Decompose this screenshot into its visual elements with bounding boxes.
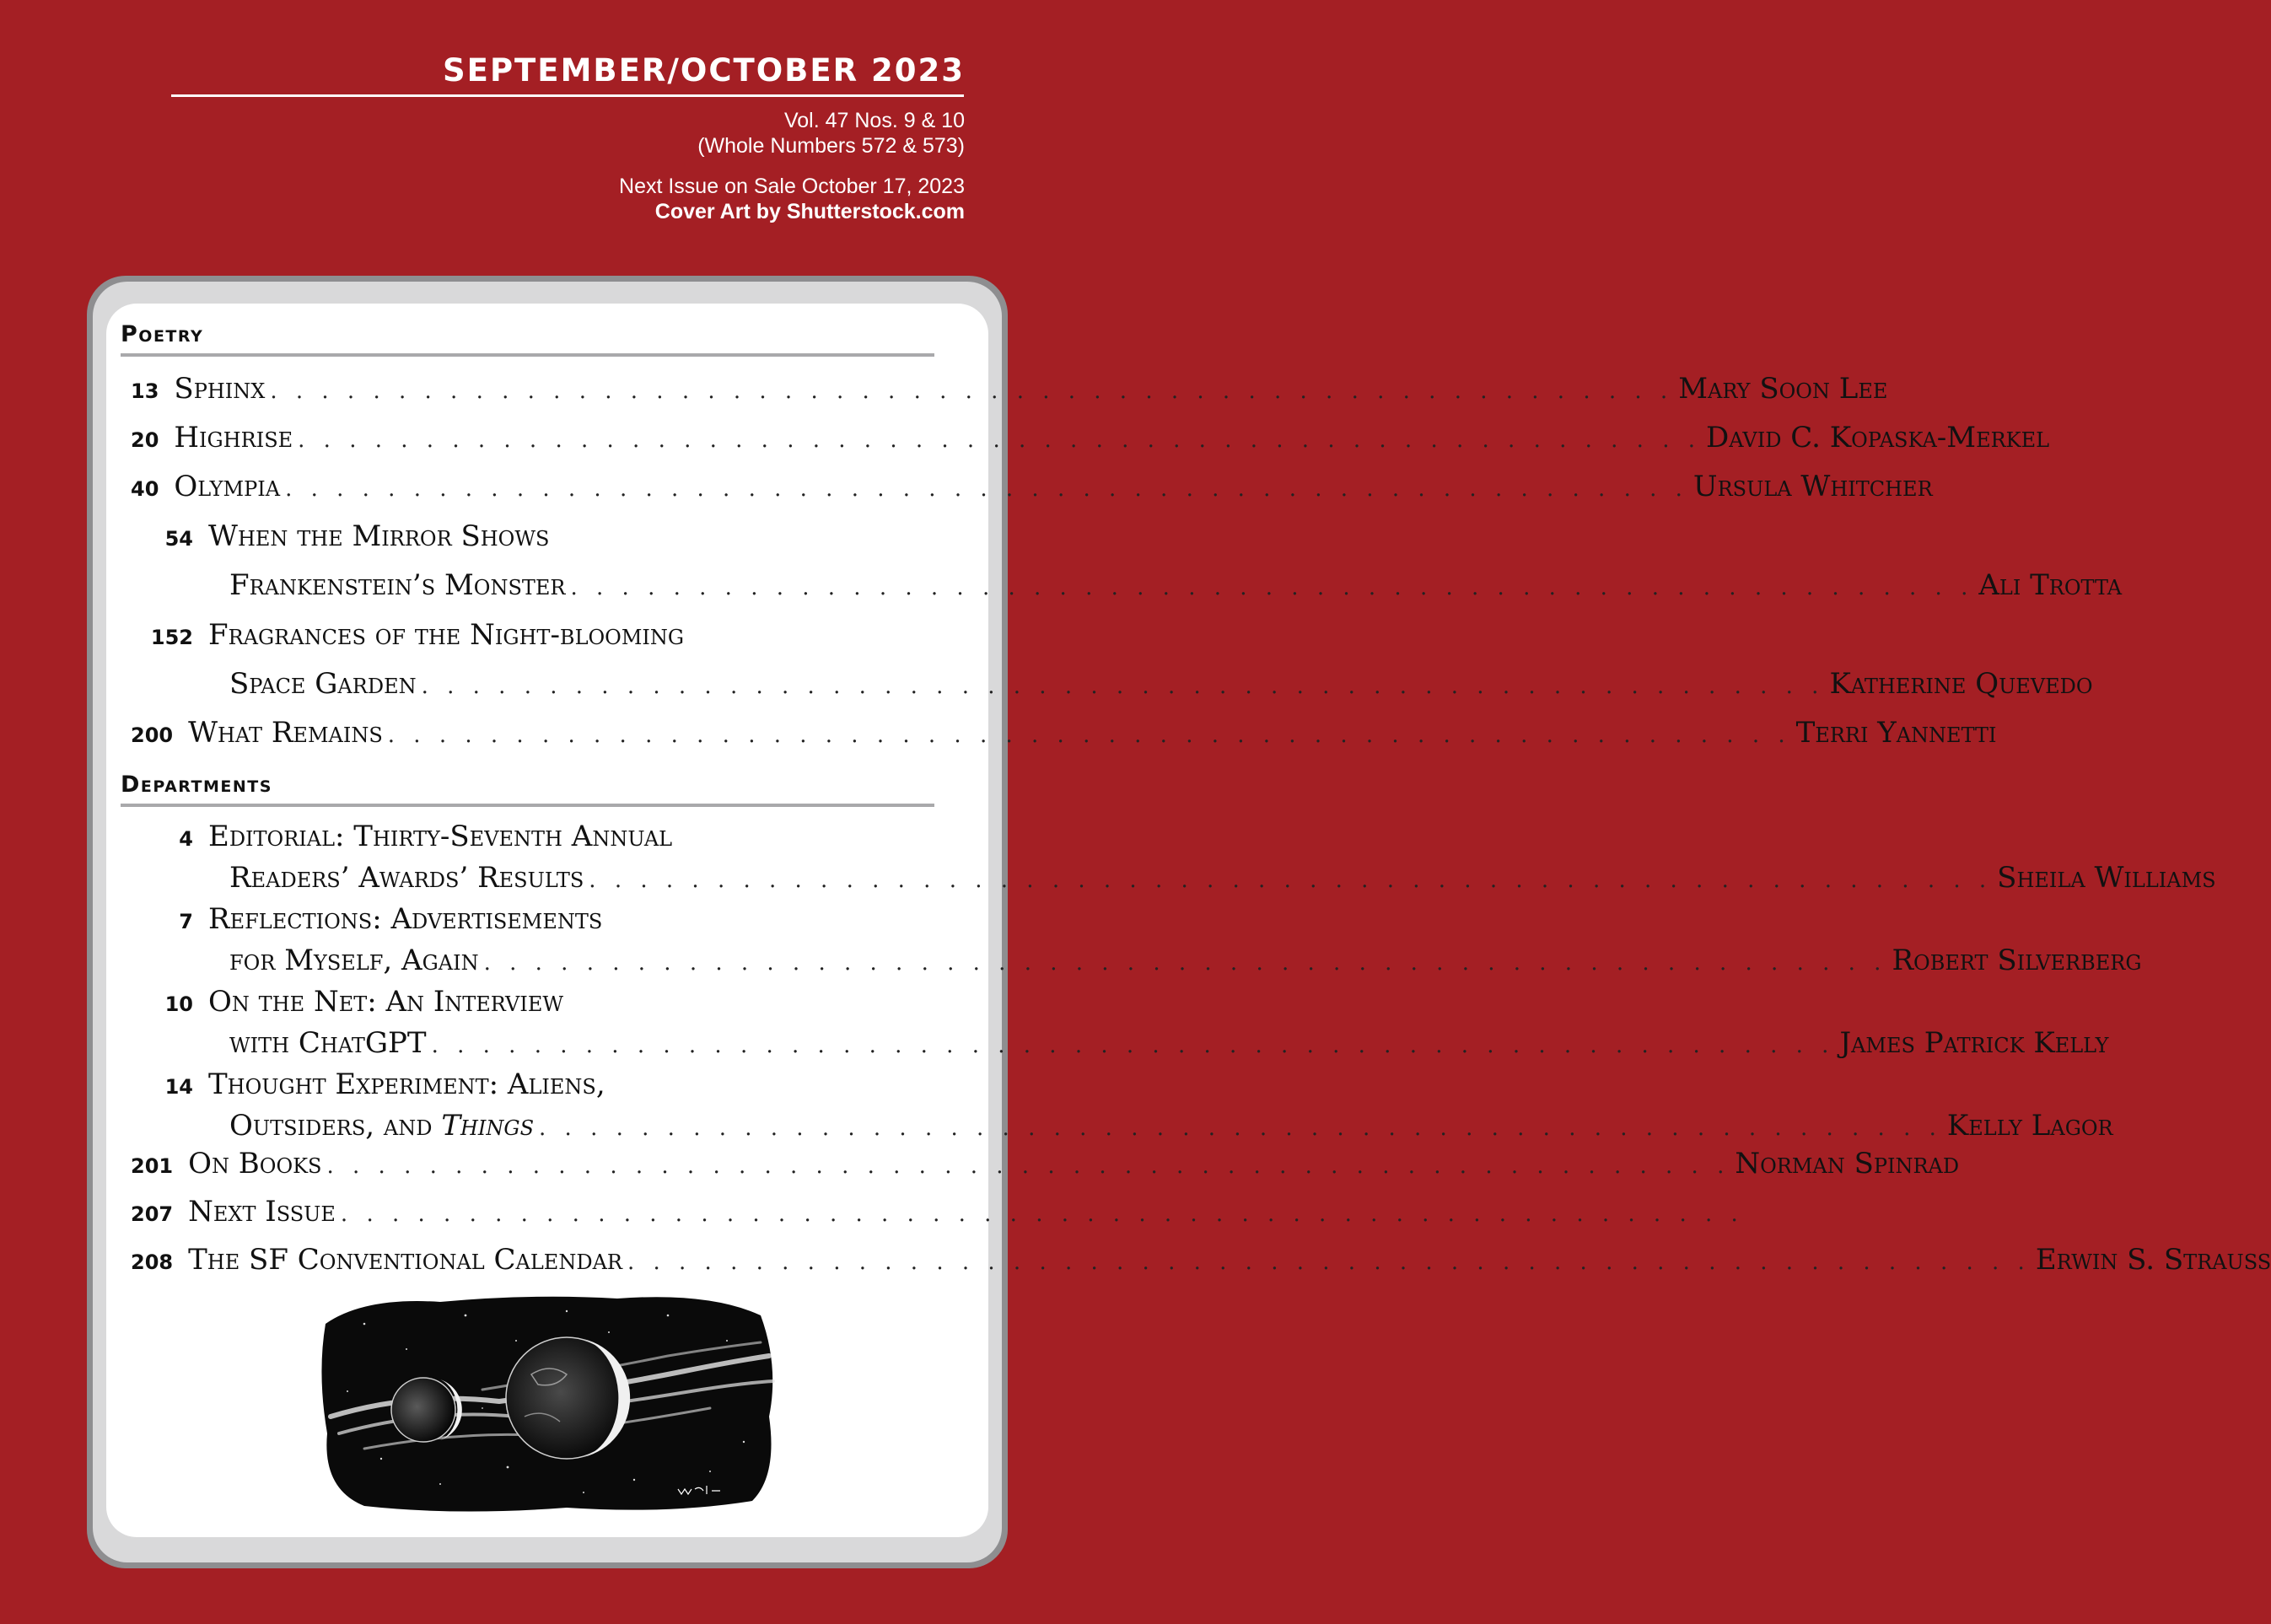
entry-title-italic: Things [441,1109,535,1143]
dot-leader: . . . . . . . . . . . . . . . . . . . . . . . . . . . . . . . . . . . . . . . . . . . . . . . . . . . . . . . [431,1033,1835,1058]
toc-entry [131,618,966,652]
entry-title: When the Mirror Shows [208,519,550,553]
toc-entry [131,1147,1960,1180]
header-divider [171,94,964,97]
cover-art-credit: Cover Art by Shutterstock.com [654,200,965,223]
dot-leader: . . . . . . . . . . . . . . . . . . . . . . . . . . . . . . . . . . . . . . . . . . . . . . . . . . . . . . . [589,868,1993,893]
page-number: 208 [131,1250,174,1274]
toc-entry-continuation [229,1109,2113,1143]
toc-entry-continuation [229,667,2093,701]
toc-entry-continuation [229,861,2216,895]
entry-title-continued-text: Outsiders, and [229,1109,433,1143]
page-number: 201 [131,1154,174,1178]
entry-title: Reflections: Advertisements [208,902,603,936]
entry-author: David C. Kopaska-Merkel [1706,421,2050,454]
toc-entry [131,372,1888,406]
dot-leader: . . . . . . . . . . . . . . . . . . . . . . . . . . . . . . . . . . . . . . . . . . . . . . . . . . . . . . . [285,476,1688,502]
entry-title: Fragrances of the Night-blooming [208,618,685,652]
toc-entry [131,519,966,553]
dot-leader: . . . . . . . . . . . . . . . . . . . . . . . . . . . . . . . . . . . . . . . . . . . . . . . . . . . . . . . [539,1116,1942,1141]
large-planet [506,1337,630,1459]
page-number: 13 [131,379,159,403]
entry-title: On Books [188,1147,322,1180]
entry-author: Katherine Quevedo [1829,667,2093,701]
toc-entry [131,470,1933,503]
dot-leader: . . . . . . . . . . . . . . . . . . . . . . . . . . . . . . . . . . . . . . . . . . . . . . . . . . . . . . . [627,1250,2031,1275]
page-number: 14 [164,1075,193,1099]
entry-title: Next Issue [188,1195,336,1229]
page-number: 20 [131,428,159,452]
entry-title-continued: Readers’ Awards’ Results [229,861,584,895]
dot-leader: . . . . . . . . . . . . . . . . . . . . . . . . . . . . . . . . . . . . . . . . . . . . . . . . . . . . . . . [421,674,1825,699]
entry-title: What Remains [188,716,383,750]
entry-title: Thought Experiment: Aliens, [208,1067,605,1101]
dot-leader: . . . . . . . . . . . . . . . . . . . . . . . . . . . . . . . . . . . . . . . . . . . . . . . . . . . . . . . [570,575,1974,600]
page-number: 7 [179,910,193,933]
page-number: 200 [131,723,174,747]
entry-title: On the Net: An Interview [208,985,564,1019]
entry-author: Kelly Lagor [1946,1109,2113,1143]
entry-title: Sphinx [174,372,266,406]
entry-title: Highrise [174,421,293,454]
page-number: 40 [131,477,159,501]
section-divider [121,804,934,807]
entry-title: Olympia [174,470,281,503]
entry-title: The SF Conventional Calendar [188,1243,622,1277]
planets-illustration [314,1290,779,1516]
dot-leader: . . . . . . . . . . . . . . . . . . . . . . . . . . . . . . . . . . . . . . . . . . . . . . . . . . . . . . . [387,723,1791,748]
toc-entry [131,820,966,853]
toc-entry-continuation [229,1026,2109,1060]
entry-author: Sheila Williams [1997,861,2216,895]
entry-author: Erwin S. Strauss [2035,1243,2271,1277]
issue-date: SEPTEMBER/OCTOBER 2023 [443,52,965,89]
toc-entry [131,1243,2271,1277]
entry-title-continued: Space Garden [229,667,417,701]
toc-entry [131,421,2050,454]
entry-author: Terri Yannetti [1795,716,1997,750]
next-issue-date: Next Issue on Sale October 17, 2023 [619,175,965,198]
toc-entry-continuation [229,568,2123,602]
dot-leader: . . . . . . . . . . . . . . . . . . . . . . . . . . . . . . . . . . . . . . . . . . . . . . . . . . . . . . . [326,1153,1730,1179]
section-divider [121,353,934,357]
entry-title-continued: for Myself, Again [229,944,479,977]
dot-leader: . . . . . . . . . . . . . . . . . . . . . . . . . . . . . . . . . . . . . . . . . . . . . . . . . . . . . . . [340,1202,1744,1227]
entry-title-continued: Frankenstein’s Monster [229,568,566,602]
page-number: 4 [179,827,193,851]
entry-title-continued: with ChatGPT [229,1026,427,1060]
dot-leader: . . . . . . . . . . . . . . . . . . . . . . . . . . . . . . . . . . . . . . . . . . . . . . . . . . . . . . . [298,428,1702,453]
entry-author: Robert Silverberg [1892,944,2142,977]
toc-entry [131,716,1997,750]
dot-leader: . . . . . . . . . . . . . . . . . . . . . . . . . . . . . . . . . . . . . . . . . . . . . . . . . . . . . . . [270,379,1674,404]
entry-author: Norman Spinrad [1735,1147,1960,1180]
entry-title: Editorial: Thirty-Seventh Annual [208,820,673,853]
entry-title-continued [229,1109,534,1143]
entry-author: Ali Trotta [1978,568,2123,602]
toc-entry-continuation [229,944,2142,977]
page-number: 207 [131,1202,174,1226]
page-number: 54 [164,527,193,551]
page-number: 10 [164,992,193,1016]
dot-leader: . . . . . . . . . . . . . . . . . . . . . . . . . . . . . . . . . . . . . . . . . . . . . . . . . . . . . . . [483,950,1887,976]
section-heading-departments: Departments [121,772,272,798]
toc-entry [131,985,966,1019]
page-number: 152 [150,626,193,649]
issue-header [443,52,965,224]
volume-info: Vol. 47 Nos. 9 & 10 [783,109,965,132]
toc-entry [131,902,966,936]
toc-entry [131,1195,1744,1229]
entry-author: James Patrick Kelly [1839,1026,2109,1060]
section-heading-poetry: Poetry [121,321,204,347]
entry-author: Mary Soon Lee [1678,372,1888,406]
toc-entry [131,1067,966,1101]
small-planet [391,1378,462,1442]
entry-author: Ursula Whitcher [1692,470,1933,503]
whole-numbers: (Whole Numbers 572 & 573) [697,134,965,158]
